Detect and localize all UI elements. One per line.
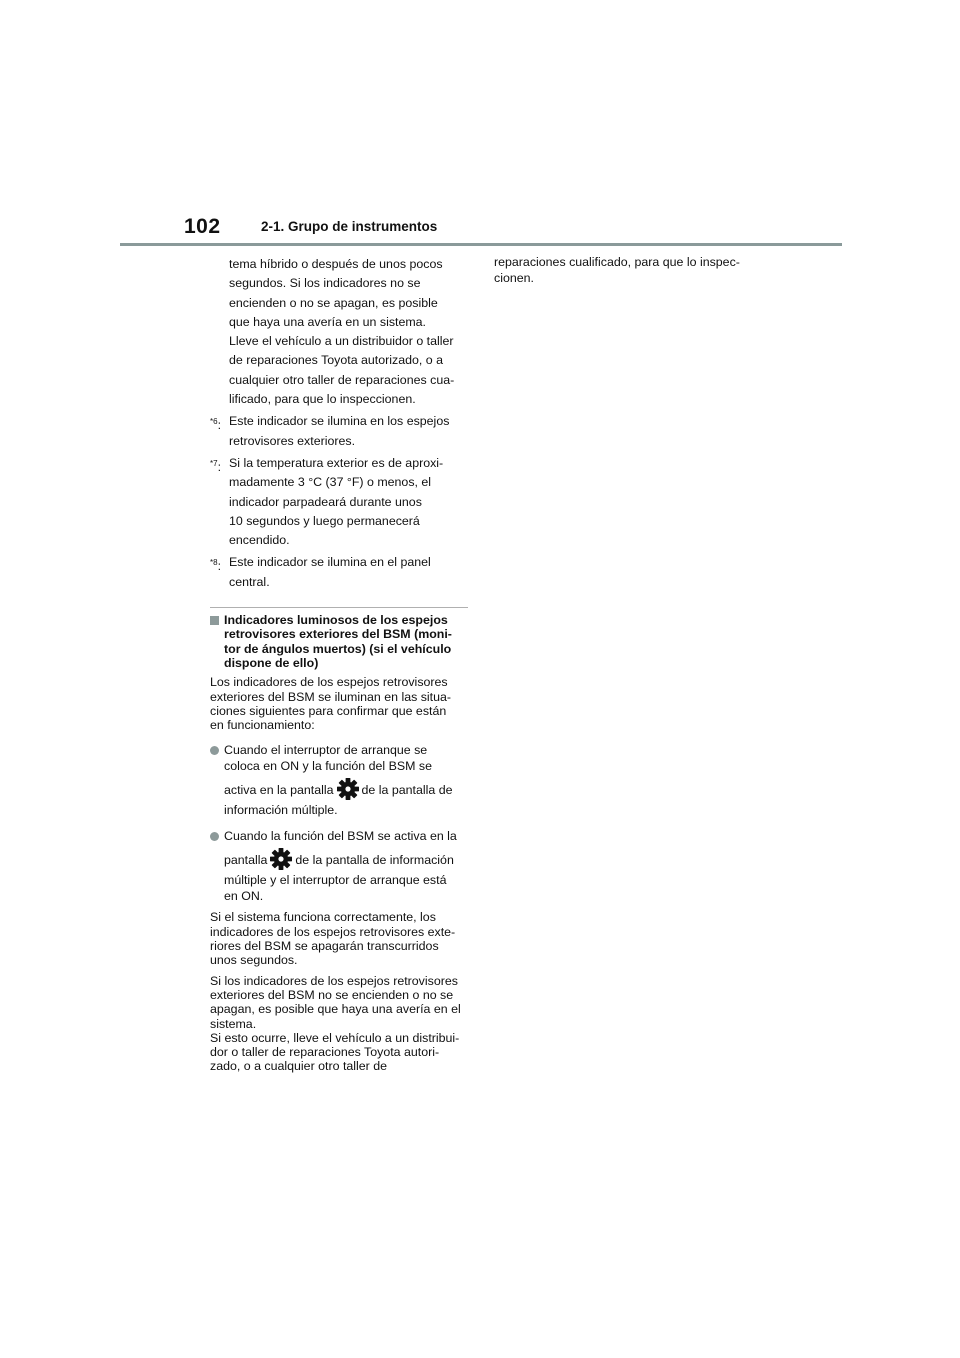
text-line: información múltiple. bbox=[224, 803, 338, 818]
text-line: central. bbox=[229, 574, 270, 589]
paragraph-malfunction bbox=[210, 974, 472, 1074]
footnote-marker: $^{*6}$: bbox=[210, 417, 222, 433]
text-line-with-icon: pantalla de la pantalla de información bbox=[224, 847, 472, 873]
text-line: exteriores del BSM no se encienden o no se bbox=[210, 987, 454, 1002]
text-line: de reparaciones Toyota autorizado, o a bbox=[229, 353, 443, 368]
text-line: madamente 3 °C (37 °F) o menos, el bbox=[229, 475, 432, 490]
text-line: apagan, es posible que haya una avería en el bbox=[210, 1002, 461, 1017]
text-line: Este indicador se ilumina en los espejos bbox=[229, 414, 450, 429]
gear-icon bbox=[269, 847, 293, 871]
text-line: encienden o no se apagan, es posible bbox=[229, 295, 438, 310]
footnote-7 bbox=[210, 454, 472, 550]
text-line: Si la temperatura exterior es de aproxi- bbox=[229, 455, 444, 470]
text-line: indicador parpadeará durante unos bbox=[229, 494, 422, 509]
text-line: tema híbrido o después de unos pocos bbox=[229, 257, 443, 271]
section-title: 2-1. Grupo de instrumentos bbox=[261, 219, 438, 234]
paragraph-normal-operation bbox=[210, 910, 472, 967]
bullet-item-2 bbox=[210, 829, 472, 905]
subsection-heading bbox=[210, 613, 472, 670]
text-line: lificado, para que lo inspeccionen. bbox=[229, 392, 416, 407]
footnote-marker: $^{*8}$: bbox=[210, 558, 222, 574]
text-line: unos segundos. bbox=[210, 953, 298, 968]
text-line: 10 segundos y luego permanecerá bbox=[229, 513, 420, 528]
footnote-6 bbox=[210, 412, 472, 451]
text-line: cionen. bbox=[494, 270, 534, 285]
intro-paragraph bbox=[210, 675, 472, 732]
text-line: exteriores del BSM se iluminan en las situa- bbox=[210, 689, 452, 704]
subsection-divider bbox=[210, 607, 468, 608]
text-line: sistema. bbox=[210, 1016, 257, 1031]
text-line: segundos. Si los indicadores no se bbox=[229, 276, 421, 291]
gear-icon bbox=[336, 777, 360, 801]
footnote-8 bbox=[210, 553, 472, 592]
text-line: reparaciones cualificado, para que lo inspec- bbox=[494, 255, 740, 269]
text-line: riores del BSM se apagarán transcurridos bbox=[210, 939, 439, 954]
right-column bbox=[494, 255, 756, 286]
header-rule bbox=[120, 243, 842, 246]
text-line: encendido. bbox=[229, 533, 290, 548]
heading-line: retrovisores exteriores del BSM (moni- bbox=[224, 627, 452, 642]
text-line: indicadores de los espejos retrovisores exte- bbox=[210, 924, 456, 939]
continuation-text bbox=[210, 255, 472, 409]
round-bullet-icon bbox=[210, 832, 219, 841]
heading-line: dispone de ello) bbox=[224, 655, 319, 670]
text-line: Cuando la función del BSM se activa en la bbox=[224, 828, 457, 843]
text-line: Si los indicadores de los espejos retrovisores bbox=[210, 973, 458, 988]
text-line: que haya una avería en un sistema. bbox=[229, 314, 427, 329]
text-line: retrovisores exteriores. bbox=[229, 433, 356, 448]
text-line: Si esto ocurre, lleve el vehículo a un distribui- bbox=[210, 1030, 460, 1045]
round-bullet-icon bbox=[210, 746, 219, 755]
text-line: Los indicadores de los espejos retrovisores bbox=[210, 675, 448, 690]
text-line: múltiple y el interruptor de arranque está bbox=[224, 873, 447, 888]
text-line: Este indicador se ilumina en el panel bbox=[229, 555, 431, 570]
text-line: Si el sistema funciona correctamente, los bbox=[210, 910, 436, 925]
bullet-item-1 bbox=[210, 743, 472, 819]
page-number: 102 bbox=[184, 215, 221, 238]
text-line: Lleve el vehículo a un distribuidor o taller bbox=[229, 334, 454, 349]
text-line: ciones siguientes para confirmar que están bbox=[210, 703, 447, 718]
text-line: Cuando el interruptor de arranque se bbox=[224, 743, 428, 758]
text-line: zado, o a cualquier otro taller de bbox=[210, 1059, 388, 1074]
text-line: coloca en ON y la función del BSM se bbox=[224, 758, 432, 773]
text-line: en funcionamiento: bbox=[210, 718, 315, 733]
text-line-with-icon: activa en la pantalla de la pantalla de bbox=[224, 777, 472, 803]
text-line: cualquier otro taller de reparaciones cua- bbox=[229, 372, 455, 387]
square-bullet-icon bbox=[210, 616, 219, 625]
left-column bbox=[210, 255, 472, 1074]
heading-line: Indicadores luminosos de los espejos bbox=[224, 613, 448, 628]
footnote-marker: $^{*7}$: bbox=[210, 458, 222, 474]
text-line: dor o taller de reparaciones Toyota autori- bbox=[210, 1045, 440, 1060]
text-line: en ON. bbox=[224, 888, 264, 903]
heading-line: tor de ángulos muertos) (si el vehículo bbox=[224, 641, 452, 656]
